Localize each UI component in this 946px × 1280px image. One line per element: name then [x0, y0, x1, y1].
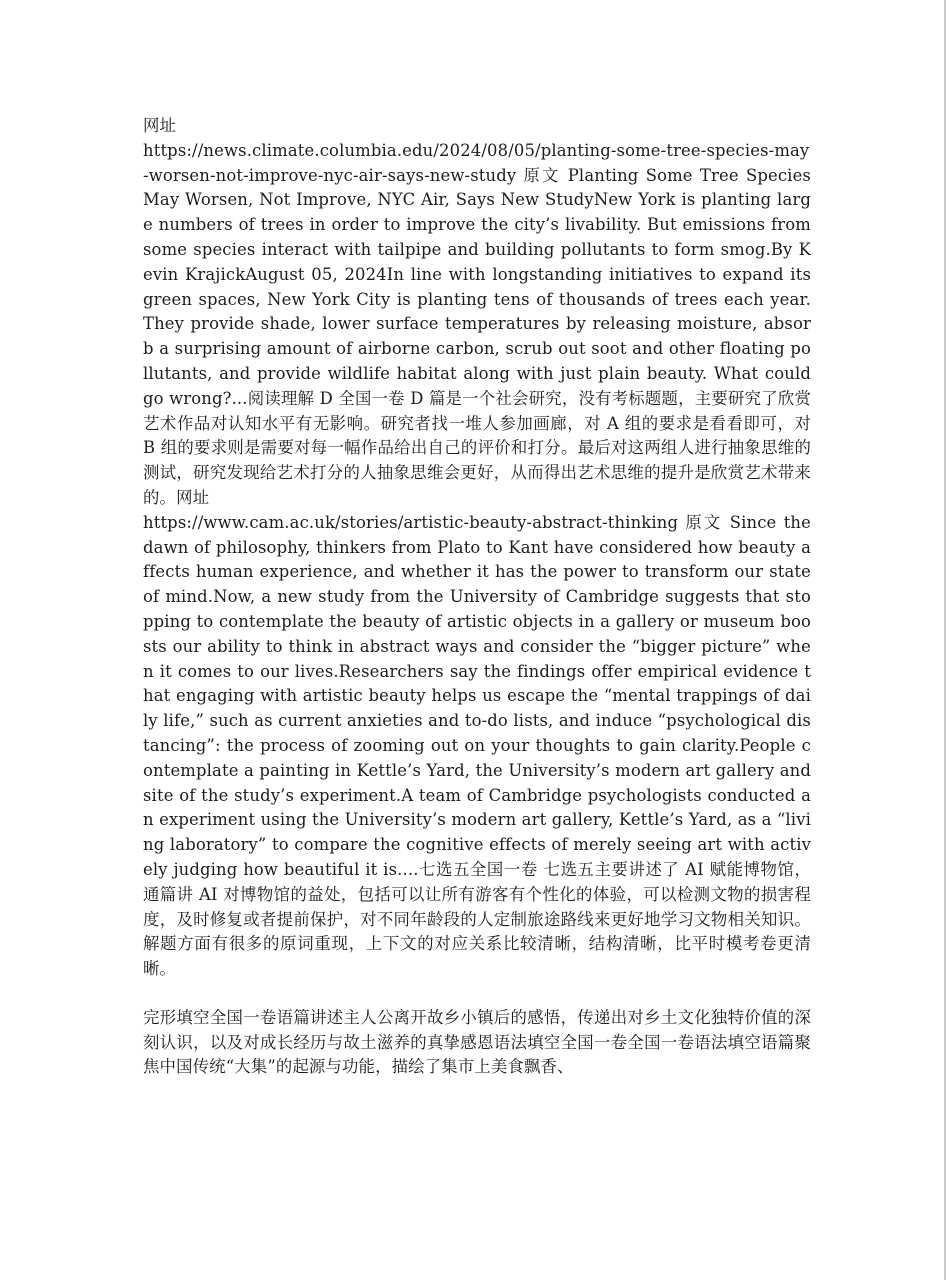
paragraph-cloze-grammar: 完形填空全国一卷语篇讲述主人公离开故乡小镇后的感悟，传递出对乡土文化独特价值的深刻认识，以及对成长经历与故土滋养的真挚感恩语法填空全国一卷全国一卷语法填空语篇聚焦中国传统“大集”的起源与功能，描绘了集市上美食飘香、: [143, 1007, 811, 1077]
document-body: [143, 114, 811, 1080]
paragraph-columbia-article: https://news.climate.columbia.edu/2024/08/05/planting-some-tree-species-may-worsen-not-improve-nyc-air-says-new-study 原文 Planting Some Tree Species May Worsen, Not Improve, NYC Air, Says New StudyNew York is planting large numbers of trees in order to improve the city’s livability. But emissions from some species interact with tailpipe and building pollutants to form smog.By Kevin KrajickAugust 05, 2024In line with longstanding initiatives to expand its green spaces, New York City is planting tens of thousands of trees each year. They provide shade, lower surface temperatures by releasing moisture, absorb a surprising amount of airborne carbon, scrub out soot and other floating pollutants, and provide wildlife habitat along with just plain beauty. What could go wrong?...阅读理解 D 全国一卷 D 篇是一个社会研究，没有考标题题，主要研究了欣赏艺术作品对认知水平有无影响。研究者找一堆人参加画廊，对 A 组的要求是看看即可，对 B 组的要求则是需要对每一幅作品给出自己的评价和打分。最后对这两组人进行抽象思维的测试，研究发现给艺术打分的人抽象思维会更好，从而得出艺术思维的提升是欣赏艺术带来的。网址: [143, 140, 811, 507]
paragraph-heading-url: 网址: [143, 116, 177, 135]
paragraph-cambridge-article: https://www.cam.ac.uk/stories/artistic-beauty-abstract-thinking 原文 Since the dawn of philosophy, thinkers from Plato to Kant have considered how beauty affects human experience, and whether it has the power to transform our state of mind.Now, a new study from the University of Cambridge suggests that stopping to contemplate the beauty of artistic objects in a gallery or museum boosts our ability to think in abstract ways and consider the “bigger picture” when it comes to our lives.Researchers say the findings offer empirical evidence that engaging with artistic beauty helps us escape the “mental trappings of daily life,” such as current anxieties and to-do lists, and induce “psychological distancing”: the process of zooming out on your thoughts to gain clarity.People contemplate a painting in Kettle’s Yard, the University’s modern art gallery and site of the study’s experiment.A team of Cambridge psychologists conducted an experiment using the University’s modern art gallery, Kettle’s Yard, as a “living laboratory” to compare the cognitive effects of merely seeing art with actively judging how beautiful it is....七选五全国一卷 七选五主要讲述了 AI 赋能博物馆，通篇讲 AI 对博物馆的益处，包括可以让所有游客有个性化的体验，可以检测文物的损害程度，及时修复或者提前保护，对不同年龄段的人定制旅途路线来更好地学习文物相关知识。解题方面有很多的原词重现，上下文的对应关系比较清晰，结构清晰，比平时模考卷更清晰。: [143, 512, 811, 979]
